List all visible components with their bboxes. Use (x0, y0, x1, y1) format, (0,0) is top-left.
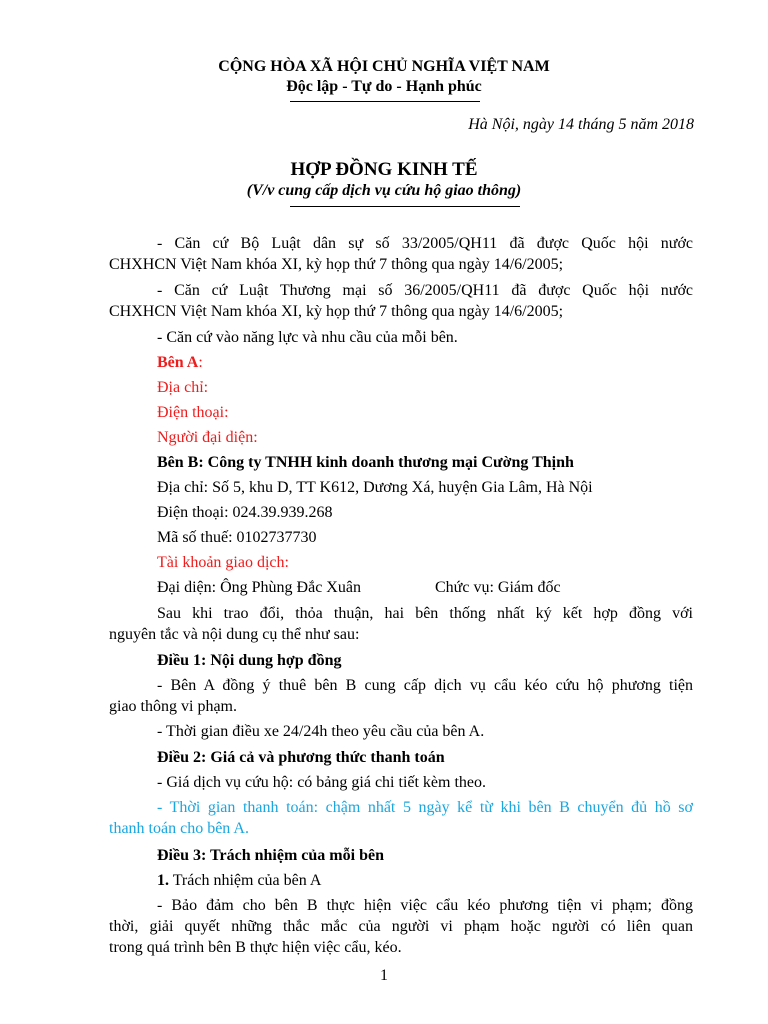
party-a-label: Bên A (157, 354, 199, 371)
intro-line: Sau khi trao đổi, thỏa thuận, hai bên thống nhất ký kết hợp đồng với (157, 605, 693, 622)
article-1-line: - Thời gian điều xe 24/24h theo yêu cầu của bên A. (157, 723, 485, 740)
party-b-address: Địa chỉ: Số 5, khu D, TT K612, Dương Xá, huyện Gia Lâm, Hà Nội (157, 479, 593, 496)
article-2-line: - Giá dịch vụ cứu hộ: có bảng giá chi tiết kèm theo. (157, 774, 487, 791)
basis-line: - Căn cứ Bộ Luật dân sự số 33/2005/QH11 đã được Quốc hội nước (157, 235, 693, 252)
section-title: Trách nhiệm của bên A (169, 872, 322, 889)
party-a-phone: Điện thoại: (157, 404, 229, 421)
article-3-section-1 (157, 870, 693, 891)
country-name: CỘNG HÒA XÃ HỘI CHỦ NGHĨA VIỆT NAM (218, 58, 550, 75)
party-a-heading (157, 352, 693, 373)
party-a-address: Địa chỉ: (157, 379, 209, 396)
section-number: 1. (157, 872, 169, 889)
article-1-line: giao thông vi phạm. (109, 698, 237, 715)
article-3-line: trong quá trình bên B thực hiện việc cẩu, kéo. (109, 939, 402, 956)
title-underline (290, 206, 520, 207)
article-1-line: - Bên A đồng ý thuê bên B cung cấp dịch vụ cẩu kéo cứu hộ phương tiện (157, 677, 693, 694)
motto-underline (290, 101, 480, 102)
party-b-position: Chức vụ: Giám đốc (435, 579, 561, 596)
party-b-tax: Mã số thuế: 0102737730 (157, 529, 317, 546)
basis-line: - Căn cứ Luật Thương mại số 36/2005/QH11 đã được Quốc hội nước (157, 282, 693, 299)
page-number: 1 (380, 967, 388, 984)
place-date: Hà Nội, ngày 14 tháng 5 năm 2018 (468, 116, 694, 133)
basis-line: CHXHCN Việt Nam khóa XI, kỳ họp thứ 7 thông qua ngày 14/6/2005; (109, 303, 564, 320)
article-2-title: Điều 2: Giá cả và phương thức thanh toán (157, 749, 445, 766)
party-a-representative: Người đại diện: (157, 429, 258, 446)
contract-title: HỢP ĐỒNG KINH TẾ (290, 159, 478, 180)
article-3-title: Điều 3: Trách nhiệm của mỗi bên (157, 847, 384, 864)
article-2-line: thanh toán cho bên A. (109, 820, 249, 837)
article-2-line: - Thời gian thanh toán: chậm nhất 5 ngày kể từ khi bên B chuyển đủ hồ sơ (157, 799, 693, 816)
article-3-line: thời, giải quyết những thắc mắc của người vi phạm hoặc người có liên quan (109, 918, 693, 935)
basis-line: - Căn cứ vào năng lực và nhu cầu của mỗi bên. (157, 329, 458, 346)
party-b-account: Tài khoản giao dịch: (157, 554, 289, 571)
intro-line: nguyên tắc và nội dung cụ thể như sau: (109, 626, 360, 643)
article-3-line: - Bảo đảm cho bên B thực hiện việc cẩu kéo phương tiện vi phạm; đồng (157, 897, 693, 914)
basis-line: CHXHCN Việt Nam khóa XI, kỳ họp thứ 7 thông qua ngày 14/6/2005; (109, 256, 564, 273)
article-1-title: Điều 1: Nội dung hợp đồng (157, 652, 342, 669)
motto: Độc lập - Tự do - Hạnh phúc (286, 78, 482, 95)
party-b-name: Bên B: Công ty TNHH kinh doanh thương mại Cường Thịnh (157, 454, 574, 471)
party-b-representative: Đại diện: Ông Phùng Đắc Xuân (157, 579, 361, 596)
party-a-colon: : (198, 354, 203, 371)
contract-subtitle: (V/v cung cấp dịch vụ cứu hộ giao thông) (246, 182, 522, 199)
party-b-phone: Điện thoại: 024.39.939.268 (157, 504, 333, 521)
